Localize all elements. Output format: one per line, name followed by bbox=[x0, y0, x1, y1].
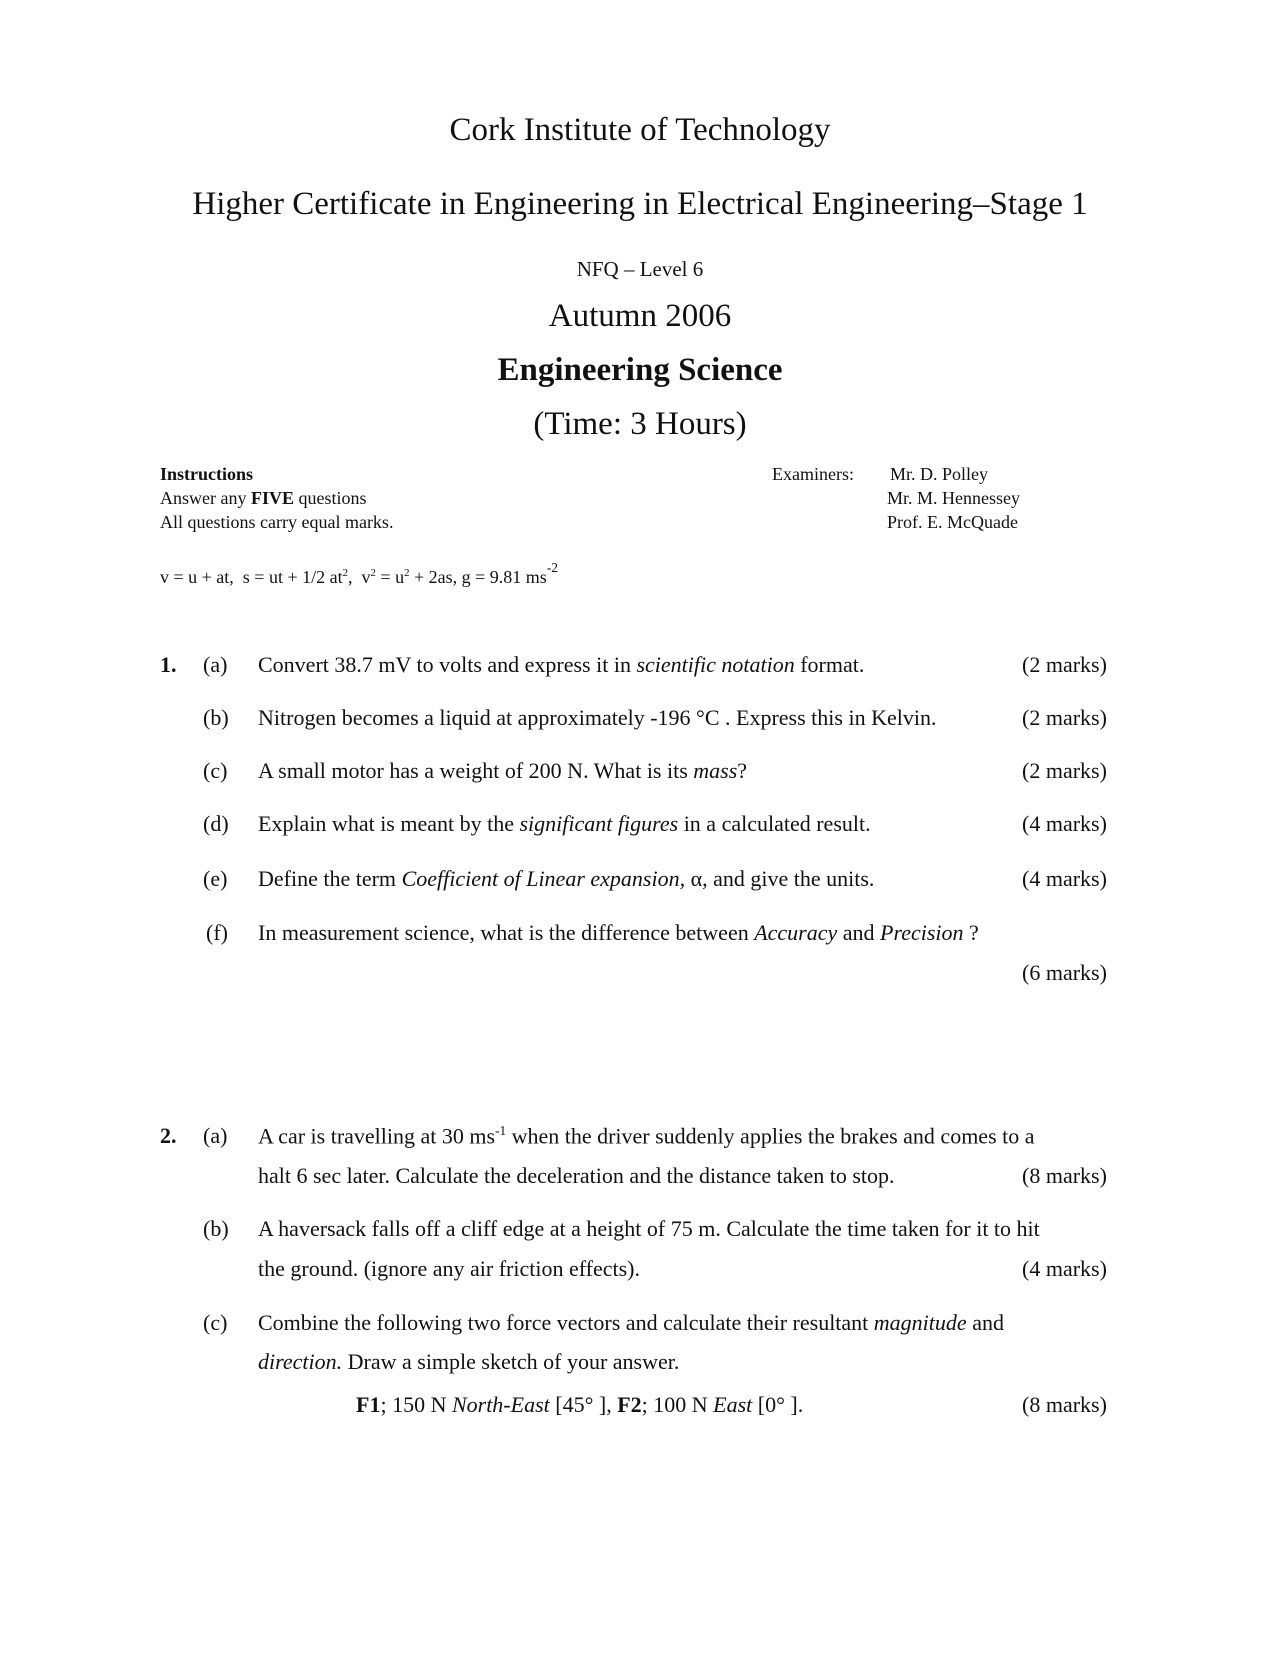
q1e-text-part: , and give the units. bbox=[702, 866, 875, 891]
q1c-text bbox=[258, 758, 747, 784]
formula-velocity: v = u + at, bbox=[160, 567, 234, 587]
instructions-line-2: All questions carry equal marks. bbox=[160, 512, 394, 532]
vector-direction: North-East bbox=[451, 1392, 550, 1417]
q1b-text: Nitrogen becomes a liquid at approximately -196 °C . Express this in Kelvin. bbox=[258, 705, 937, 730]
vector-text: [45° ], bbox=[555, 1392, 612, 1417]
examiner-name: Mr. M. Hennessey bbox=[887, 488, 1020, 508]
q1c-label: (c) bbox=[203, 758, 228, 783]
q1d-text-part: Explain what is meant by the bbox=[258, 811, 514, 836]
q1c-emphasis: mass bbox=[693, 758, 738, 783]
formula-exponent: -2 bbox=[546, 560, 559, 575]
q2c-emphasis: magnitude bbox=[873, 1310, 967, 1335]
q2c-force-vectors bbox=[356, 1392, 803, 1418]
examiners-label: Examiners: bbox=[772, 464, 854, 484]
programme-title: Higher Certificate in Engineering in Electrical Engineering–Stage 1 bbox=[192, 186, 1088, 222]
q2c-text-line-2 bbox=[258, 1349, 679, 1375]
q1a-text-part: Convert 38.7 mV to volts and express it in bbox=[258, 652, 631, 677]
vector-text: [0° ]. bbox=[757, 1392, 804, 1417]
exam-session: Autumn 2006 bbox=[548, 298, 732, 334]
q2c-text-line-1 bbox=[258, 1310, 1004, 1336]
q1b-label: (b) bbox=[203, 705, 229, 730]
q2c-marks: (8 marks) bbox=[1022, 1392, 1107, 1417]
q2c-text-part: Draw a simple sketch of your answer. bbox=[347, 1349, 680, 1374]
vector-f1-label: F1 bbox=[356, 1392, 381, 1417]
q1f-text-part: and bbox=[842, 920, 875, 945]
q1d-text-part: in a calculated result. bbox=[683, 811, 871, 836]
q1a-marks: (2 marks) bbox=[1022, 652, 1107, 677]
q1f-emphasis: Accuracy bbox=[754, 920, 838, 945]
q1a-text-part: format. bbox=[800, 652, 865, 677]
q2a-text-part: when the driver suddenly applies the brakes and comes to a bbox=[511, 1123, 1035, 1149]
institution-name: Cork Institute of Technology bbox=[449, 112, 831, 148]
q2b-text-line-2: the ground. (ignore any air friction effects). bbox=[258, 1256, 641, 1281]
q1c-text-part: ? bbox=[737, 758, 748, 783]
vector-text: ; 100 N bbox=[641, 1392, 708, 1417]
formula-text: + 2as, bbox=[409, 567, 458, 587]
q1e-alpha-symbol: α bbox=[690, 866, 703, 891]
vector-direction: East bbox=[713, 1392, 753, 1417]
q1d-label: (d) bbox=[203, 811, 229, 836]
q2a-text-line-1 bbox=[258, 1123, 1035, 1149]
q2b-text-line-1: A haversack falls off a cliff edge at a height of 75 m. Calculate the time taken for it to hit bbox=[258, 1216, 1040, 1241]
q1c-marks: (2 marks) bbox=[1022, 758, 1107, 783]
q1e-text bbox=[258, 866, 874, 892]
q2c-emphasis: direction. bbox=[258, 1349, 343, 1374]
examiner-name: Mr. D. Polley bbox=[890, 464, 989, 484]
q2a-marks: (8 marks) bbox=[1022, 1163, 1107, 1188]
q2a-label: (a) bbox=[203, 1123, 228, 1148]
q1e-label: (e) bbox=[203, 866, 228, 891]
formula-text: g = 9.81 ms bbox=[461, 567, 547, 587]
formula-exponent: 2 bbox=[342, 567, 349, 579]
question-2-number: 2. bbox=[160, 1123, 177, 1148]
formula-vsquared bbox=[362, 567, 458, 587]
q1a-text bbox=[258, 652, 864, 678]
formula-displacement bbox=[243, 567, 353, 587]
formula-exponent: 2 bbox=[370, 567, 376, 579]
formula-text: v bbox=[361, 567, 371, 587]
formula-text: , bbox=[348, 567, 353, 587]
q1d-marks: (4 marks) bbox=[1022, 811, 1107, 836]
q1f-label: (f) bbox=[206, 920, 228, 945]
formula-exponent: 2 bbox=[404, 567, 410, 579]
q1f-marks: (6 marks) bbox=[1022, 960, 1107, 985]
instruction-text: questions bbox=[298, 488, 367, 508]
q1e-text-part: Define the term bbox=[258, 866, 397, 891]
vector-f2-label: F2 bbox=[617, 1392, 642, 1417]
q2a-text-line-2: halt 6 sec later. Calculate the deceleration and the distance taken to stop. bbox=[258, 1163, 895, 1188]
q1a-emphasis: scientific notation bbox=[636, 652, 795, 677]
formula-line bbox=[160, 560, 559, 588]
q2c-text-part: Combine the following two force vectors and calculate their resultant bbox=[258, 1310, 869, 1335]
instruction-text: Answer any bbox=[160, 488, 247, 508]
q2a-text-part: A car is travelling at 30 ms bbox=[258, 1123, 496, 1149]
q1e-emphasis: Coefficient of Linear expansion, bbox=[401, 866, 686, 891]
instructions-line-1 bbox=[160, 488, 367, 509]
instructions-heading: Instructions bbox=[160, 464, 254, 484]
q1b-marks: (2 marks) bbox=[1022, 705, 1107, 730]
q1d-text bbox=[258, 811, 871, 837]
q1d-emphasis: significant figures bbox=[519, 811, 679, 836]
q1e-marks: (4 marks) bbox=[1022, 866, 1107, 891]
q1f-text bbox=[258, 920, 979, 946]
q1c-text-part: A small motor has a weight of 200 N. What is its bbox=[258, 758, 688, 783]
question-1-number: 1. bbox=[160, 652, 177, 677]
q1f-text-part: In measurement science, what is the difference between bbox=[258, 920, 749, 945]
instruction-emphasis: FIVE bbox=[250, 488, 294, 508]
q2b-marks: (4 marks) bbox=[1022, 1256, 1107, 1281]
q2c-text-part: and bbox=[972, 1310, 1004, 1335]
q2b-label: (b) bbox=[203, 1216, 229, 1241]
formula-text: = u bbox=[375, 567, 405, 587]
formula-text: s = ut + 1/2 at bbox=[242, 567, 343, 587]
subject-title: Engineering Science bbox=[497, 352, 783, 388]
q2a-exponent: -1 bbox=[495, 1123, 507, 1138]
q1f-text-part: ? bbox=[969, 920, 979, 945]
q1f-emphasis: Precision bbox=[880, 920, 964, 945]
exam-duration: (Time: 3 Hours) bbox=[533, 406, 747, 442]
examiner-name: Prof. E. McQuade bbox=[887, 512, 1018, 532]
formula-gravity bbox=[461, 560, 559, 587]
q1a-label: (a) bbox=[203, 652, 228, 677]
vector-text: ; 150 N bbox=[380, 1392, 447, 1417]
q2c-label: (c) bbox=[203, 1310, 228, 1335]
nfq-level: NFQ – Level 6 bbox=[576, 257, 704, 281]
